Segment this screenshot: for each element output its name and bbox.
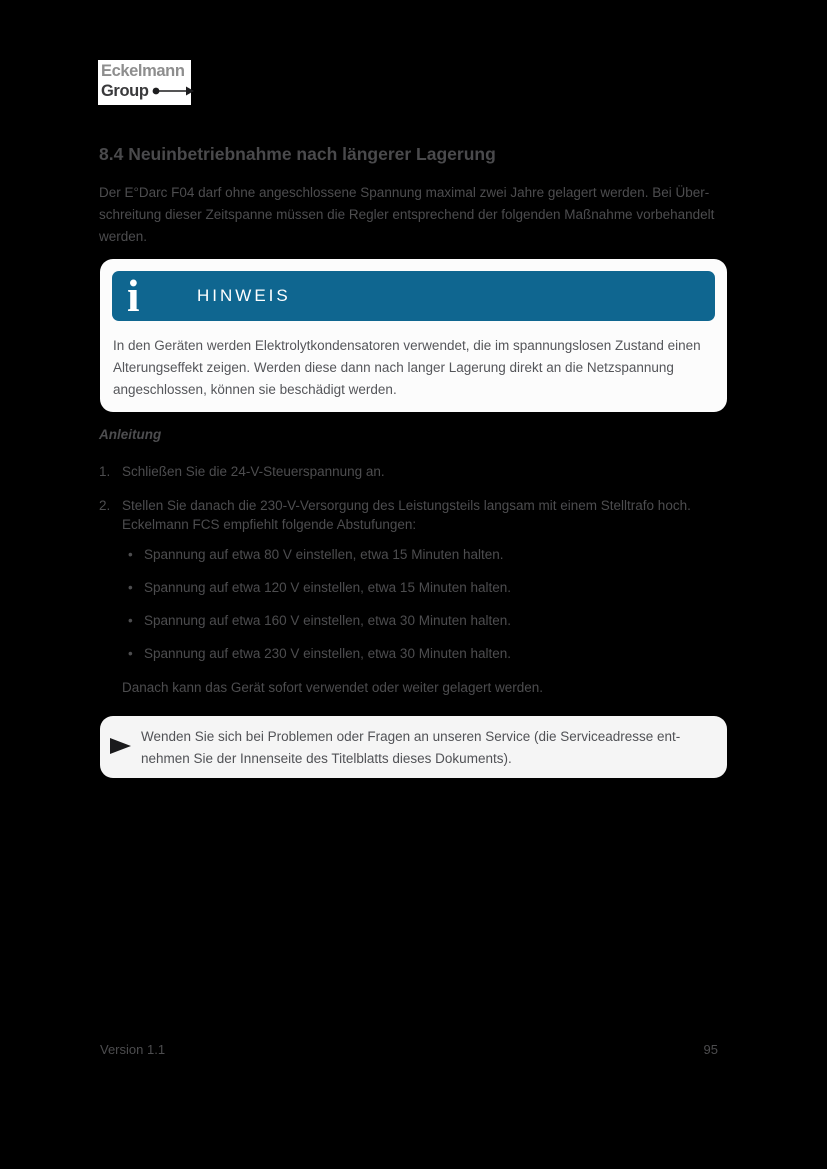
hinweis-body-line: angeschlossen, können sie beschädigt werden. — [113, 382, 397, 397]
service-note-box — [100, 716, 727, 778]
eckelmann-group-logo — [98, 60, 191, 105]
hinweis-header-bar — [112, 271, 715, 321]
step-item-1 — [99, 462, 731, 481]
list-item — [121, 611, 731, 630]
list-item — [121, 644, 731, 663]
intro-paragraph — [99, 182, 731, 248]
closing-sentence: Danach kann das Gerät sofort verwendet oder weiter gelagert werden. — [122, 680, 543, 695]
bullet-icon: • — [128, 613, 133, 628]
list-item-text: Spannung auf etwa 160 V einstellen, etwa 30 Minuten halten. — [144, 613, 512, 628]
step-text: Schließen Sie die 24-V-Steuerspannung an. — [122, 464, 385, 479]
step-item-2 — [99, 496, 731, 534]
page-footer — [100, 1042, 718, 1057]
voltage-steps-list — [121, 545, 731, 677]
intro-line: werden. — [99, 229, 148, 244]
list-item — [121, 578, 731, 597]
info-icon: i — [127, 271, 140, 321]
service-note-line: Wenden Sie sich bei Problemen oder Fragen an unseren Service (die Serviceadresse ent- — [141, 729, 681, 744]
service-note-line: nehmen Sie der Innenseite des Titelblatts dieses Dokuments). — [141, 751, 512, 766]
intro-line: Der E°Darc F04 darf ohne angeschlossene Spannung maximal zwei Jahre gelagert werden. Bei Über- — [99, 185, 710, 200]
step-text: Stellen Sie danach die 230-V-Versorgung des Leistungsteils langsam mit einem Stelltrafo hoch. — [122, 498, 691, 513]
logo-arrow-icon — [152, 85, 194, 97]
bullet-icon: • — [128, 580, 133, 595]
hinweis-body-line: In den Geräten werden Elektrolytkondensatoren verwendet, die im spannungslosen Zustand einen — [113, 338, 701, 353]
bullet-icon: • — [128, 646, 133, 661]
pointer-triangle-icon — [110, 738, 131, 754]
service-note-text — [100, 716, 727, 770]
bullet-icon: • — [128, 547, 133, 562]
logo-text-group-label: Group — [101, 82, 149, 100]
step-number: 1. — [99, 464, 111, 479]
hinweis-notice-box — [100, 259, 727, 412]
logo-text-eckelmann: Eckelmann — [101, 62, 185, 80]
hinweis-body — [113, 335, 714, 401]
footer-version: Version 1.1 — [100, 1042, 166, 1057]
hinweis-body-line: Alterungseffekt zeigen. Werden diese dann nach langer Lagerung direkt an die Netzspannung — [113, 360, 674, 375]
list-item — [121, 545, 731, 564]
anleitung-label: Anleitung — [99, 427, 162, 442]
list-item-text: Spannung auf etwa 80 V einstellen, etwa 15 Minuten halten. — [144, 547, 504, 562]
step-number: 2. — [99, 498, 111, 513]
logo-text-group — [101, 81, 188, 101]
footer-page-number: 95 — [703, 1042, 718, 1057]
section-heading: 8.4 Neuinbetriebnahme nach längerer Lagerung — [99, 144, 496, 164]
step-text-continued: Eckelmann FCS empfiehlt folgende Abstufungen: — [122, 517, 417, 532]
list-item-text: Spannung auf etwa 120 V einstellen, etwa 15 Minuten halten. — [144, 580, 512, 595]
intro-line: schreitung dieser Zeitspanne müssen die Regler entsprechend der folgenden Maßnahme vorbehandelt — [99, 207, 715, 222]
hinweis-title: HINWEIS — [197, 286, 291, 305]
list-item-text: Spannung auf etwa 230 V einstellen, etwa 30 Minuten halten. — [144, 646, 512, 661]
